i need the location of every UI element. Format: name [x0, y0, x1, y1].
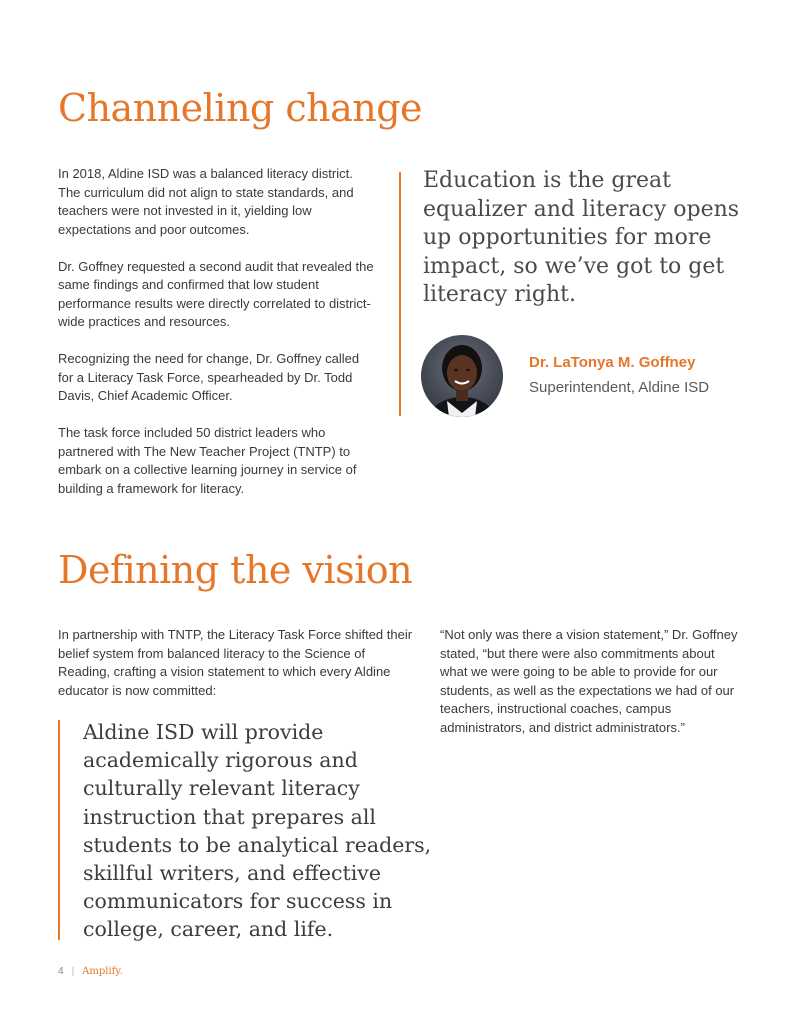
brand-logo-text: Amplify. [82, 966, 123, 977]
paragraph: In partnership with TNTP, the Literacy Task Force shifted their belief system from balanced literacy to the Science of Reading, crafting a vision statement to which every Aldine educator is now committed: [58, 627, 413, 698]
paragraph: “Not only was there a vision statement,” Dr. Goffney stated, “but there were also commitments about what we were going to be able to provide for our students, as well as the expectations we had of our teachers, instructional coaches, campus administrators, and district administrators.” [440, 627, 738, 735]
paragraph: The task force included 50 district leaders who partnered with The New Teacher Project (TNTP) to embark on a collective learning journey in service of building a framework for literacy. [58, 425, 357, 496]
vision-statement-block [58, 720, 430, 940]
portrait-illustration [421, 335, 503, 417]
paragraph: In 2018, Aldine ISD was a balanced literacy district. The curriculum did not align to state standards, and teachers were not invested in it, yielding low expectations and poor outcomes. [58, 166, 354, 237]
quote-attribution-role: Superintendent, Aldine ISD [529, 379, 710, 396]
paragraph: Recognizing the need for change, Dr. Goffney called for a Literacy Task Force, spearheaded by Dr. Todd Davis, Chief Academic Officer. [58, 351, 360, 403]
intro-text-column [58, 165, 376, 517]
vision-statement-text: Aldine ISD will provide academically rigorous and culturally relevant literacy instruction that prepares all students to be analytical readers, skillful writers, and effective communicators for success in college, career, and life. [83, 720, 432, 942]
footer-separator: | [71, 966, 75, 977]
pull-quote-text: Education is the great equalizer and literacy opens up opportunities for more impact, so we’ve got to get literacy right. [423, 168, 740, 307]
quote-attribution-name: Dr. LaTonya M. Goffney [529, 354, 696, 371]
page-number: 4 [58, 966, 64, 977]
goffney-quote-text [440, 626, 742, 756]
section-title-defining-the-vision: Defining the vision [58, 548, 413, 592]
page-footer [58, 966, 123, 977]
vision-intro-text [58, 626, 414, 719]
paragraph: Dr. Goffney requested a second audit that revealed the same findings and confirmed that low student performance results were directly correlated to district-wide practices and resources. [58, 258, 374, 329]
portrait-photo [421, 335, 503, 417]
pull-quote-block [399, 168, 746, 416]
section-title-channeling-change: Channeling change [58, 86, 423, 130]
